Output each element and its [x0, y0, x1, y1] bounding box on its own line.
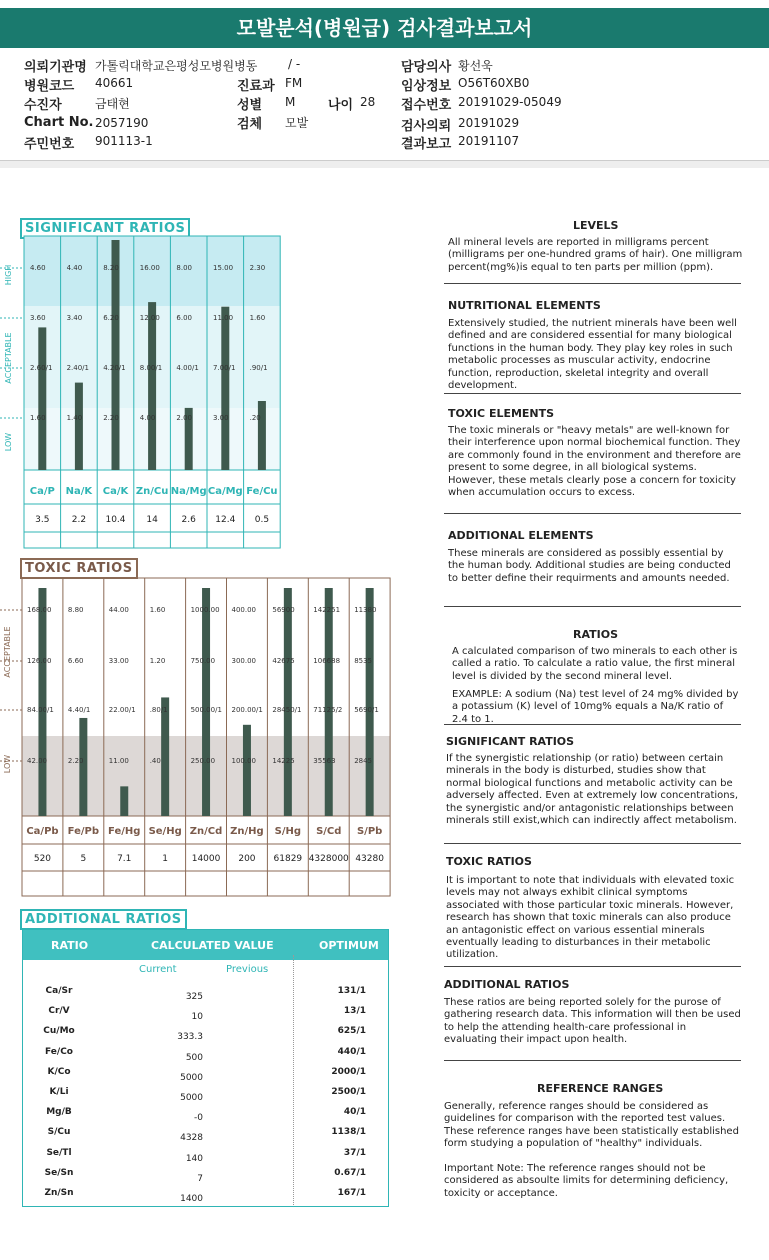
ratio-bar	[221, 307, 229, 470]
category-label: S/Pb	[356, 826, 383, 837]
ratio-name: Ca/Sr	[45, 986, 73, 996]
optimum-value: 625/1	[337, 1026, 366, 1037]
additional-ratios-heading: ADDITIONAL RATIOS	[444, 978, 570, 991]
ratio-bar	[243, 725, 251, 816]
current-value: 500	[185, 1052, 203, 1063]
tick-label: 11.00	[108, 757, 129, 765]
significant-ratios-chart	[0, 230, 290, 555]
toxic-elements-text: The toxic minerals or "heavy metals" are well-known for their interference upon normal biochemical function. They are commonly found in the environment and therefore are present to some degree, in all biological systems. However, these metals clearly pose a concern for toxicity when accumulation occurs to excess.	[448, 425, 741, 499]
divider	[444, 606, 741, 607]
tick-label: 4.60	[30, 264, 46, 272]
tick-label: 8.80	[67, 606, 84, 614]
specimen-label: 검체	[237, 117, 263, 132]
ratios-text: A calculated comparison of two minerals to each other is called a ratio. To calculate a ratio value, the first mineral level is divided by the second mineral level.	[452, 646, 738, 682]
header-divider	[0, 160, 769, 168]
additional-row	[23, 986, 388, 1006]
previous-header: Previous	[226, 964, 269, 975]
additional-row	[23, 1067, 388, 1087]
tick-label: 750.00	[190, 657, 216, 665]
nutritional-text: Extensively studied, the nutrient minerals have been well defined and are considered essential for many biological functions in the human body. They play key roles in such metabolic processes as muscular activity, endocrine function, reproduction, skeletal integrity and overall development.	[448, 318, 737, 392]
tick-label: 14225	[272, 757, 295, 765]
tick-label: 11.00	[213, 314, 234, 322]
levels-heading: LEVELS	[573, 219, 619, 232]
tick-label: 2.00	[176, 414, 192, 422]
value-label: 0.5	[254, 515, 270, 525]
optimum-value: 2500/1	[331, 1087, 366, 1097]
chart-no-label: Chart No.	[24, 115, 94, 130]
band-label: LOW	[4, 432, 13, 452]
ratio-bar	[38, 588, 46, 816]
additional-ratios-title: ADDITIONAL RATIOS	[20, 909, 187, 930]
category-label: Ca/Mg	[207, 486, 243, 497]
divider	[444, 513, 741, 514]
additional-table-header	[23, 930, 388, 960]
additional-row	[23, 1188, 388, 1208]
receipt-label: 접수번호	[401, 98, 452, 113]
tick-label: 4.40	[66, 264, 83, 272]
tick-label: 168.00	[27, 606, 52, 614]
value-label: 14	[146, 515, 158, 525]
ratio-header: RATIO	[51, 939, 89, 952]
tick-label: 7.00/1	[213, 364, 236, 372]
additional-row	[23, 1087, 388, 1107]
institution-value: 가톨릭대학교은평성모병원병동	[95, 59, 258, 73]
band-label: ACCEPTABLE	[3, 626, 12, 678]
divider	[444, 283, 741, 284]
value-label: 43280	[355, 854, 384, 864]
toxic-ratios-text: It is important to note that individuals with elevated toxic levels may not always exhibit clinical symptoms associated with those particular toxic minerals. However, research has shown that toxic minerals can also produce an antagonistic effect on various essential minerals eventually leading to disturbances in their metabolic utilization.	[446, 875, 735, 961]
ratios-example: EXAMPLE: A sodium (Na) test level of 24 mg% divided by a potassium (K) level of 10mg% equals a Na/K ratio of 2.4 to 1.	[452, 689, 739, 725]
ratio-bar	[120, 786, 128, 816]
category-label: Zn/Cu	[135, 486, 169, 497]
ratio-name: Fe/Co	[45, 1046, 73, 1057]
category-label: Fe/Cu	[246, 486, 278, 497]
tick-label: 84.00/1	[27, 706, 54, 714]
current-value: 333.3	[177, 1032, 203, 1043]
toxic-elements-heading: TOXIC ELEMENTS	[448, 407, 555, 420]
divider	[444, 724, 741, 725]
institution-label: 의뢰기관명	[24, 60, 87, 75]
divider	[444, 1060, 741, 1061]
value-label: 3.5	[35, 515, 50, 525]
doctor-value: 황선욱	[458, 59, 493, 73]
tick-label: 126.00	[27, 657, 52, 665]
reference-ranges-heading: REFERENCE RANGES	[537, 1082, 664, 1095]
clinical-label: 임상정보	[401, 79, 452, 94]
optimum-header: OPTIMUM	[319, 939, 379, 952]
optimum-value: 0.67/1	[334, 1167, 366, 1178]
ratio-bar	[79, 718, 87, 816]
receipt-value: 20191029-05049	[458, 95, 562, 109]
current-value: 4328	[180, 1133, 203, 1144]
current-value: 7	[197, 1173, 203, 1184]
additional-ratios-text: These ratios are being reported solely for the purose of gathering research data. This information will then be used to help the attending health-care professional in evaluating their impact upon health.	[444, 997, 741, 1046]
value-label: 12.4	[215, 515, 236, 525]
value-label: 2.6	[181, 515, 196, 525]
tick-label: 1.60	[149, 606, 166, 614]
calculated-value-header: CALCULATED VALUE	[151, 939, 274, 952]
category-label: Zn/Cd	[189, 826, 223, 837]
tick-label: 3.60	[30, 314, 46, 322]
category-label: Zn/Hg	[230, 826, 264, 837]
category-label: S/Cd	[316, 826, 342, 837]
ratio-name: Zn/Sn	[44, 1188, 74, 1198]
dept-label: 진료과	[237, 79, 275, 94]
age-value: 28	[360, 95, 376, 109]
ratios-heading: RATIOS	[573, 628, 618, 641]
current-value: 325	[185, 992, 203, 1002]
tick-label: 250.00	[190, 757, 216, 765]
value-label: 200	[238, 854, 256, 864]
tick-label: 1000.00	[190, 606, 220, 614]
optimum-value: 167/1	[337, 1188, 366, 1198]
id-label: 주민번호	[24, 137, 75, 152]
category-label: Fe/Pb	[67, 826, 100, 837]
tick-label: 3.00	[213, 414, 229, 422]
tick-label: 300.00	[231, 657, 256, 665]
value-label: 14000	[191, 854, 221, 864]
sex-value: M	[285, 95, 296, 109]
tick-label: 1.60	[249, 314, 266, 322]
tick-label: 6.20	[103, 314, 119, 322]
additional-elements-heading: ADDITIONAL ELEMENTS	[448, 529, 594, 542]
ratio-bar	[284, 588, 292, 816]
patient-label: 수진자	[24, 98, 62, 113]
tick-label: 8.00	[176, 264, 192, 272]
current-value: 140	[185, 1153, 203, 1164]
tick-label: 35563	[313, 757, 336, 765]
additional-row	[23, 1107, 388, 1127]
optimum-value: 440/1	[337, 1046, 366, 1057]
tick-label: 6.60	[67, 657, 84, 665]
tick-label: 56900	[272, 606, 295, 614]
category-label: Ca/Pb	[26, 826, 59, 837]
current-value: 5000	[180, 1072, 203, 1083]
specimen-value: 모발	[285, 116, 309, 130]
sig-ratios-heading: SIGNIFICANT RATIOS	[446, 735, 575, 748]
ratio-bar	[366, 588, 374, 816]
column-divider	[293, 955, 294, 1205]
patient-value: 금태현	[95, 97, 130, 111]
tick-label: 5690/1	[354, 706, 379, 714]
ratio-bar	[258, 401, 266, 470]
dept-value: FM	[285, 76, 303, 90]
tick-label: 12.00	[139, 314, 160, 322]
tick-label: 4.40/1	[67, 706, 91, 714]
toxic-ratios-heading: TOXIC RATIOS	[446, 855, 532, 868]
chart-no-value: 2057190	[95, 116, 149, 130]
ratio-name: K/Co	[47, 1066, 71, 1077]
doctor-label: 담당의사	[401, 60, 452, 75]
tick-label: 4.00	[139, 414, 156, 422]
tick-label: 1.40	[66, 414, 83, 422]
optimum-value: 1138/1	[331, 1127, 366, 1138]
ratio-name: Cr/V	[48, 1006, 70, 1017]
reference-ranges-note: Important Note: The reference ranges should not be considered as absoulte limits for determining deficiency, toxicity or acceptance.	[444, 1163, 729, 1199]
additional-row	[23, 1127, 388, 1147]
request-date-value: 20191029	[458, 116, 520, 130]
ratio-bar	[202, 588, 210, 816]
optimum-value: 40/1	[343, 1107, 366, 1118]
band-label: ACCEPTABLE	[4, 332, 13, 384]
ratio-name: S/Cu	[47, 1127, 71, 1138]
ratio-name: K/Li	[49, 1087, 69, 1097]
divider	[444, 966, 741, 967]
additional-elements-text: These minerals are considered as possibly essential by the human body. Additional studies are being conducted to better define their requirments and amounts needed.	[448, 548, 731, 584]
category-label: Ca/K	[102, 486, 129, 497]
tick-label: 2.20	[67, 757, 84, 765]
age-label: 나이	[328, 98, 354, 113]
value-label: 7.1	[117, 854, 132, 864]
value-label: 5	[80, 854, 87, 864]
tick-label: .90/1	[249, 364, 268, 372]
additional-row	[23, 1006, 388, 1026]
tick-label: 2.40/1	[66, 364, 90, 372]
ratio-name: Se/Sn	[44, 1167, 74, 1178]
tick-label: 71125/2	[313, 706, 343, 714]
value-label: 2.2	[71, 515, 87, 525]
ratio-name: Se/Tl	[46, 1147, 72, 1158]
current-header: Current	[139, 964, 177, 975]
tick-label: 4.20/1	[103, 364, 126, 372]
tick-label: 42675	[272, 657, 295, 665]
additional-row	[23, 1026, 388, 1046]
additional-row	[23, 1168, 388, 1188]
reference-ranges-text: Generally, reference ranges should be considered as guidelines for comparison with the reported test values. These reference ranges have been statistically established form studying a population of "healthy" individuals.	[444, 1101, 739, 1150]
category-label: Ca/P	[29, 486, 55, 497]
tick-label: 16.00	[139, 264, 160, 272]
current-value: 1400	[180, 1194, 203, 1204]
divider	[444, 843, 741, 844]
tick-label: 8.20	[103, 264, 119, 272]
tick-label: 11380	[354, 606, 377, 614]
tick-label: .80/1	[149, 706, 168, 714]
toxic-ratios-title: TOXIC RATIOS	[20, 558, 138, 579]
tick-label: 4.00/1	[176, 364, 199, 372]
current-value: 5000	[180, 1093, 203, 1103]
tick-label: 28450/1	[272, 706, 302, 714]
tick-label: 1.60	[30, 414, 46, 422]
code-value: 40661	[95, 76, 134, 90]
tick-label: 8535	[354, 657, 373, 665]
tick-label: 6.00	[176, 314, 192, 322]
tick-label: 44.00	[108, 606, 129, 614]
result-date-value: 20191107	[458, 134, 520, 148]
category-label: Fe/Hg	[108, 826, 141, 837]
additional-row	[23, 1148, 388, 1168]
tick-label: 15.00	[213, 264, 234, 272]
levels-text: All mineral levels are reported in milligrams percent (milligrams per one-hundred grams of hair). One milligram percent(mg%)is equal to ten parts per million (ppm).	[448, 237, 743, 273]
sig-ratios-text: If the synergistic relationship (or ratio) between certain minerals in the body is disturbed, studies show that normal biological functions and metabolic activity can be adversely affected. Even at extremely low concentrations, the synergistic and/or antagonistic relationships between minerals still exist,which can indirectly affect metabolism.	[446, 753, 739, 827]
tick-label: 106688	[313, 657, 341, 665]
current-value: -0	[194, 1113, 203, 1124]
current-value: 10	[191, 1012, 203, 1023]
ratio-bar	[112, 240, 120, 470]
clinical-value: O56T60XB0	[458, 76, 530, 90]
additional-ratios-table	[22, 929, 389, 1207]
nutritional-heading: NUTRITIONAL ELEMENTS	[448, 299, 601, 312]
tick-label: 200.00/1	[231, 706, 263, 714]
sex-label: 성별	[237, 98, 263, 113]
value-label: 4328000	[308, 854, 349, 864]
additional-row	[23, 1047, 388, 1067]
ratio-name: Mg/B	[46, 1107, 72, 1118]
ratio-bar	[75, 383, 83, 470]
significant-ratios-title: SIGNIFICANT RATIOS	[20, 218, 190, 239]
value-label: 520	[33, 854, 52, 864]
category-label: Na/Mg	[170, 486, 207, 497]
tick-label: 2.30	[249, 264, 266, 272]
tick-label: 1.20	[149, 657, 166, 665]
optimum-value: 37/1	[343, 1147, 366, 1158]
tick-label: 100.00	[231, 757, 256, 765]
band-label: HIGH	[4, 264, 13, 286]
code-label: 병원코드	[24, 79, 75, 94]
tick-label: 8.00/1	[139, 364, 163, 372]
optimum-value: 13/1	[343, 1006, 366, 1017]
category-label: Se/Hg	[148, 826, 182, 837]
tick-label: .40	[149, 757, 161, 765]
result-date-label: 결과보고	[401, 137, 452, 152]
ratio-bar	[161, 697, 169, 816]
tick-label: 22.00/1	[108, 706, 136, 714]
value-label: 61829	[273, 854, 303, 864]
tick-label: 3.40	[66, 314, 83, 322]
tick-label: 2.20	[103, 414, 119, 422]
optimum-value: 131/1	[337, 986, 366, 996]
id-value: 901113-1	[95, 134, 153, 148]
tick-label: .20	[249, 414, 261, 422]
band-label: LOW	[3, 754, 12, 774]
ratio-bar	[38, 327, 46, 470]
ward-value: / -	[288, 57, 301, 71]
category-label: Na/K	[65, 486, 93, 497]
ratio-name: Cu/Mo	[43, 1026, 75, 1037]
tick-label: 2845	[354, 757, 373, 765]
optimum-value: 2000/1	[331, 1066, 366, 1077]
category-label: S/Hg	[274, 826, 302, 837]
tick-label: 42.00	[27, 757, 48, 765]
toxic-ratios-chart	[0, 574, 395, 900]
tick-label: 33.00	[108, 657, 129, 665]
divider	[444, 393, 741, 394]
value-label: 10.4	[105, 515, 126, 525]
tick-label: 400.00	[231, 606, 256, 614]
value-label: 1	[162, 854, 169, 864]
request-date-label: 검사의뢰	[401, 119, 452, 134]
tick-label: 500.00/1	[190, 706, 222, 714]
ratio-bar	[148, 302, 156, 470]
tick-label: 2.60/1	[30, 364, 53, 372]
ratio-bar	[325, 588, 333, 816]
tick-label: 142251	[313, 606, 341, 614]
report-title: 모발분석(병원급) 검사결과보고서	[0, 8, 769, 48]
